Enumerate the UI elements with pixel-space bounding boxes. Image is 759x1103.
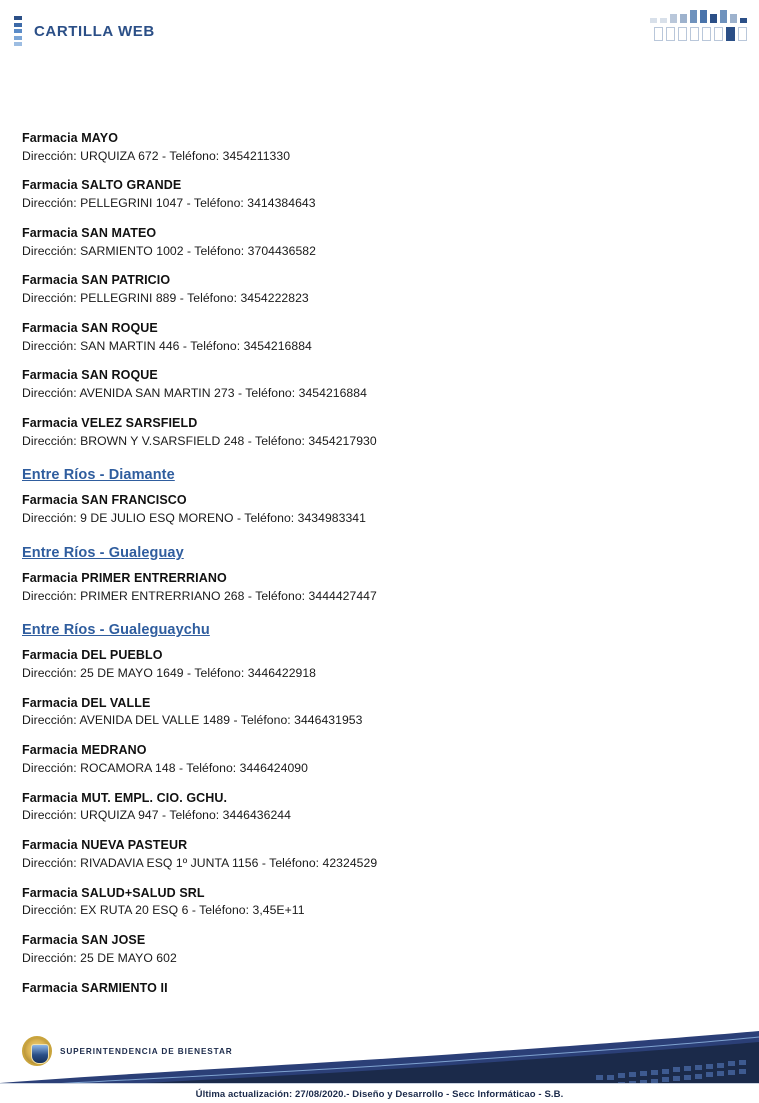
pharmacy-address-phone: Dirección: PRIMER ENTRERRIANO 268 - Teléfono: 3444427447 xyxy=(22,588,377,603)
footer-brand-label: SUPERINTENDENCIA DE BIENESTAR xyxy=(60,1046,233,1056)
pharmacy-address-phone: Dirección: 9 DE JULIO ESQ MORENO - Teléfono: 3434983341 xyxy=(22,511,366,526)
pharmacy-name: Farmacia PRIMER ENTRERRIANO xyxy=(22,570,227,585)
pharmacy-name: Farmacia DEL PUEBLO xyxy=(22,648,163,663)
pharmacy-entry xyxy=(22,273,737,306)
pharmacy-address-phone: Dirección: RIVADAVIA ESQ 1º JUNTA 1156 - Teléfono: 42324529 xyxy=(22,855,378,870)
pharmacy-address-phone: Dirección: PELLEGRINI 889 - Teléfono: 3454222823 xyxy=(22,291,309,306)
pixel-blocks-icon xyxy=(627,10,747,48)
pharmacy-entry xyxy=(22,791,737,824)
pharmacy-entry xyxy=(22,838,737,871)
pharmacy-entry xyxy=(22,368,737,401)
pharmacy-address-phone: Dirección: SARMIENTO 1002 - Teléfono: 3704436582 xyxy=(22,243,316,258)
pharmacy-address-phone: Dirección: 25 DE MAYO 1649 - Teléfono: 3446422918 xyxy=(22,665,317,680)
footer-brand xyxy=(22,1036,233,1066)
pharmacy-name: Farmacia NUEVA PASTEUR xyxy=(22,838,188,853)
pharmacy-name: Farmacia MUT. EMPL. CIO. GCHU. xyxy=(22,790,228,805)
pharmacy-name: Farmacia DEL VALLE xyxy=(22,695,151,710)
pharmacy-entry xyxy=(22,648,737,681)
page-title: CARTILLA WEB xyxy=(34,22,155,40)
pharmacy-name: Farmacia SARMIENTO II xyxy=(22,980,168,995)
pharmacy-entry xyxy=(22,416,737,449)
footer-note: Última actualización: 27/08/2020.- Diseño y Desarrollo - Secc Informáticao - S.B. xyxy=(195,1089,564,1100)
pharmacy-address-phone: Dirección: ROCAMORA 148 - Teléfono: 3446424090 xyxy=(22,760,308,775)
pharmacy-name: Farmacia MAYO xyxy=(22,131,119,145)
pharmacy-entry xyxy=(22,493,737,526)
pharmacy-entry xyxy=(22,696,737,729)
footer-note-bar xyxy=(0,1083,759,1101)
pharmacy-name: Farmacia SALUD+SALUD SRL xyxy=(22,885,205,900)
pharmacy-entry xyxy=(22,131,737,164)
pharmacy-name: Farmacia VELEZ SARSFIELD xyxy=(22,415,198,430)
pharmacy-address-phone: Dirección: PELLEGRINI 1047 - Teléfono: 3414384643 xyxy=(22,196,316,211)
pharmacy-name: Farmacia MEDRANO xyxy=(22,743,147,758)
pixel-blocks-bottom xyxy=(654,27,747,41)
pharmacy-name: Farmacia SAN PATRICIO xyxy=(22,273,171,288)
pharmacy-name: Farmacia SAN ROQUE xyxy=(22,368,158,383)
pharmacy-address-phone: Dirección: EX RUTA 20 ESQ 6 - Teléfono: 3,45E+11 xyxy=(22,903,305,918)
pharmacy-entry xyxy=(22,321,737,354)
region-heading: Entre Ríos - Diamante xyxy=(22,467,175,484)
page-footer xyxy=(0,1025,759,1101)
pharmacy-address-phone: Dirección: URQUIZA 672 - Teléfono: 3454211330 xyxy=(22,148,291,163)
pharmacy-entry xyxy=(22,178,737,211)
pharmacy-name: Farmacia SAN MATEO xyxy=(22,225,157,240)
pharmacy-entry xyxy=(22,743,737,776)
header-branding xyxy=(14,16,155,46)
region-heading: Entre Ríos - Gualeguaychu xyxy=(22,622,210,639)
bars-logo-icon xyxy=(14,16,22,46)
pharmacy-name: Farmacia SAN JOSE xyxy=(22,933,146,948)
pixel-blocks-top xyxy=(650,10,747,23)
pharmacy-name: Farmacia SALTO GRANDE xyxy=(22,178,182,193)
shield-crest-icon xyxy=(22,1036,52,1066)
pharmacy-entry xyxy=(22,981,737,997)
pharmacy-entry xyxy=(22,933,737,966)
pharmacy-address-phone: Dirección: SAN MARTIN 446 - Teléfono: 3454216884 xyxy=(22,338,312,353)
pharmacy-address-phone: Dirección: AVENIDA SAN MARTIN 273 - Teléfono: 3454216884 xyxy=(22,386,367,401)
pharmacy-listing xyxy=(22,131,737,996)
pharmacy-address-phone: Dirección: BROWN Y V.SARSFIELD 248 - Teléfono: 3454217930 xyxy=(22,433,377,448)
pharmacy-entry xyxy=(22,886,737,919)
pharmacy-entry xyxy=(22,571,737,604)
pharmacy-address-phone: Dirección: URQUIZA 947 - Teléfono: 3446436244 xyxy=(22,808,291,823)
pharmacy-entry xyxy=(22,226,737,259)
pharmacy-address-phone: Dirección: 25 DE MAYO 602 xyxy=(22,950,177,965)
pharmacy-name: Farmacia SAN FRANCISCO xyxy=(22,493,187,508)
region-heading: Entre Ríos - Gualeguay xyxy=(22,544,184,561)
page-header xyxy=(0,0,759,62)
pharmacy-name: Farmacia SAN ROQUE xyxy=(22,320,158,335)
pharmacy-address-phone: Dirección: AVENIDA DEL VALLE 1489 - Teléfono: 3446431953 xyxy=(22,713,363,728)
